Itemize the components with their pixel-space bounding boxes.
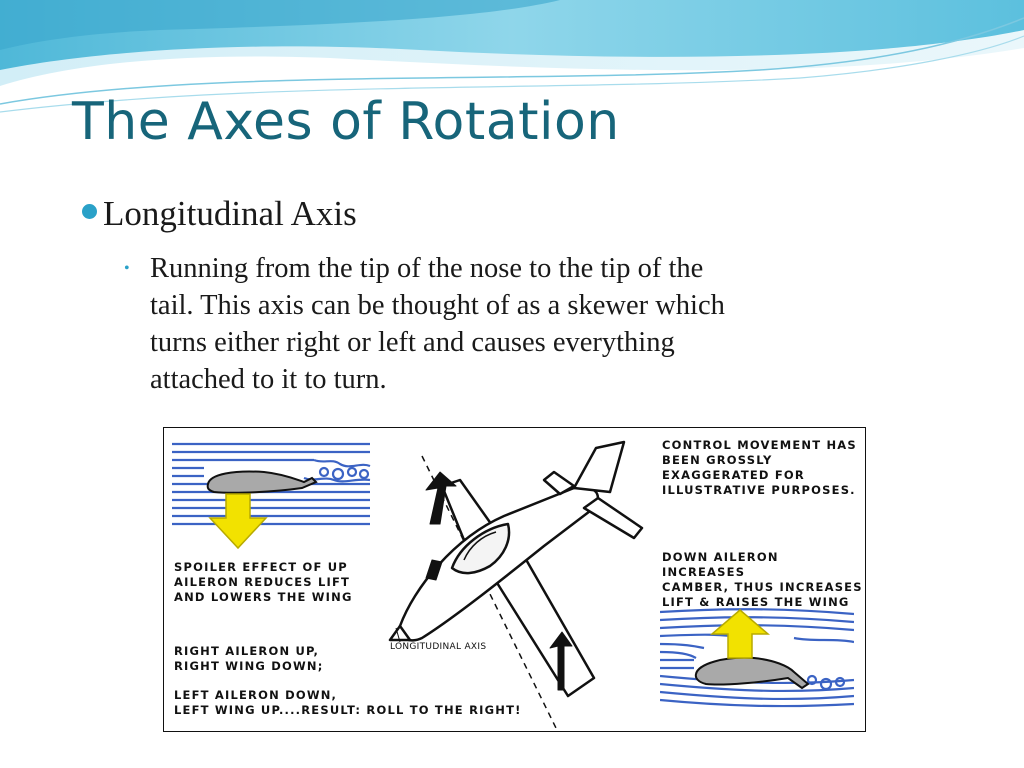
caption-down-aileron: DOWN AILERON INCREASES CAMBER, THUS INCREASES LIFT & RAISES THE WING [662, 550, 863, 609]
down-arrow-icon [210, 494, 266, 548]
slide-title: The Axes of Rotation [72, 92, 620, 152]
bullet-item [82, 192, 357, 236]
caption-longitudinal-axis: LONGITUDINAL AXIS [390, 642, 487, 652]
sub-bullet-item [124, 250, 884, 398]
airplane-illustration [390, 442, 642, 728]
caption-control-movement: CONTROL MOVEMENT HAS BEEN GROSSLY EXAGGERATED FOR ILLUSTRATIVE PURPOSES. [662, 438, 857, 497]
sub-bullet-dot-icon: • [124, 260, 130, 277]
sub-bullet-text: Running from the tip of the nose to the tip of the tail. This axis can be thought of as a skewer which turns either right or left and causes everything attached to it to turn. [150, 253, 725, 395]
bullet-text: Longitudinal Axis [103, 194, 357, 233]
bullet-dot-icon [82, 204, 97, 219]
airfoil-icon [208, 472, 316, 493]
aileron-roll-figure [163, 427, 866, 732]
caption-right-aileron: RIGHT AILERON UP, RIGHT WING DOWN; [174, 644, 324, 673]
caption-left-aileron: LEFT AILERON DOWN, LEFT WING UP....RESULT: ROLL TO THE RIGHT! [174, 688, 522, 717]
caption-spoiler-effect: SPOILER EFFECT OF UP AILERON REDUCES LIFT AND LOWERS THE WING [174, 560, 353, 604]
